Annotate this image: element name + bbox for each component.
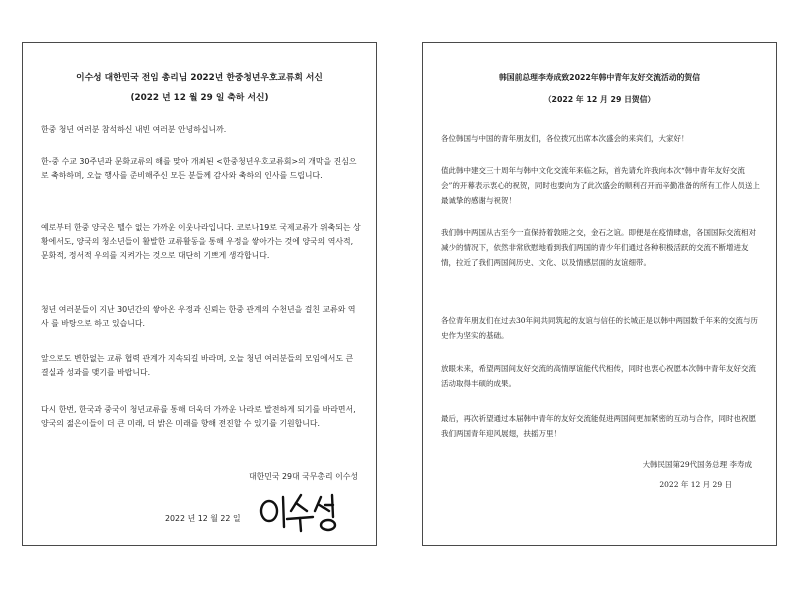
chinese-letter-subtitle: （2022 年 12 月 29 日贺信） <box>543 95 656 104</box>
korean-letter-title: 이수성 대한민국 전임 총리님 2022년 한중청년우호교류회 서신 <box>76 73 323 83</box>
korean-paragraph-5: 앞으로도 변한없는 교류 협력 관계가 지속되길 바라며, 오늘 청년 여러분들의 모임에서도 큰 결실과 성과를 맺기를 바랍니다. <box>41 354 354 377</box>
korean-paragraph-1: 한중 청년 여러분 참석하신 내빈 여러분 안녕하십니까. <box>41 125 227 134</box>
handwritten-signature <box>257 489 349 535</box>
korean-date: 2022 년 12 월 22 일 <box>165 514 241 523</box>
korean-paragraph-6: 다시 한번, 한국과 중국이 청년교류를 통해 더욱더 가까운 나라로 발전하게 되기를 바라면서, 양국의 젊은이들이 더 큰 미래, 더 밝은 미래를 향해 전진할 수 있기를 기원합니다. <box>41 405 356 428</box>
korean-letter-page <box>22 42 377 546</box>
chinese-letter-title: 韩国前总理李寿成致2022年韩中青年友好交流活动的贺信 <box>498 73 701 82</box>
chinese-paragraph-2: 值此韩中建交三十周年与韩中文化交流年来临之际，首先请允许我向本次“韩中青年友好交流会”的开幕表示衷心的祝贺，同时也要向为了此次盛会的顺利召开而辛勤准备的所有工作人员送上最诚挚的感谢与祝贺！ <box>441 166 760 205</box>
korean-paragraph-4: 청년 여러분들이 지난 30년간의 쌓아온 우정과 신뢰는 한중 관계의 수천년을 걸친 교류와 역사 를 바탕으로 하고 있습니다. <box>41 305 356 328</box>
chinese-paragraph-1: 各位韩国与中国的青年朋友们，各位拨冗出席本次盛会的来宾们，大家好！ <box>441 134 689 143</box>
chinese-paragraph-5: 放眼未来，希望两国间友好交流的高情厚谊能代代相传，同时也衷心祝愿本次韩中青年友好交流活动取得丰硕的成果。 <box>441 364 756 388</box>
chinese-letter-page <box>422 42 777 546</box>
korean-paragraph-3: 예로부터 한중 양국은 뗄수 없는 가까운 이웃나라입니다. 코로나19로 국제교류가 위축되는 상황에서도, 양국의 청소년들이 활발한 교류활동을 통해 우정을 쌓아가는 것에 양국의 역사적, 문화적, 정서적 우의를 지켜가는 것으로 대단히 기쁘게 생각합니다. <box>41 223 361 260</box>
korean-paragraph-2: 한-중 수교 30주년과 문화교류의 해를 맞아 개최된 <한중청년우호교류회>의 개막을 진심으로 축하하며, 오늘 행사를 준비해주신 모든 분들께 감사와 축하의 인사를 드립니다. <box>41 157 357 180</box>
chinese-signer: 大韩民国第29代国务总理 李寿成 <box>642 460 752 469</box>
korean-signer: 대한민국 29대 국무총리 이수성 <box>248 472 358 481</box>
chinese-paragraph-3: 我们韩中两国从古至今一直保持着敦睦之交，金石之谊。即便是在疫情肆虐，各国国际交流相对减少的情况下，依然非常欣慰地看到我们两国的青少年们通过各种积极活跃的交流不断增进友情，拉近了我们两国间历史、文化、以及情感层面的友谊细带。 <box>441 228 756 267</box>
korean-letter-subtitle: (2022 년 12 월 29 일 축하 서신) <box>130 93 269 103</box>
chinese-paragraph-6: 最后，再次祈望通过本届韩中青年的友好交流能促进两国间更加紧密的互动与合作，同时也祝愿我们两国青年迎风展翅，扶摇万里！ <box>441 414 756 438</box>
chinese-paragraph-4: 各位青年朋友们在过去30年间共同筑起的友谊与信任的长城正是以韩中两国数千年来的交流与历史作为坚实的基础。 <box>441 316 759 340</box>
chinese-date: 2022 年 12 月 29 日 <box>659 480 732 489</box>
